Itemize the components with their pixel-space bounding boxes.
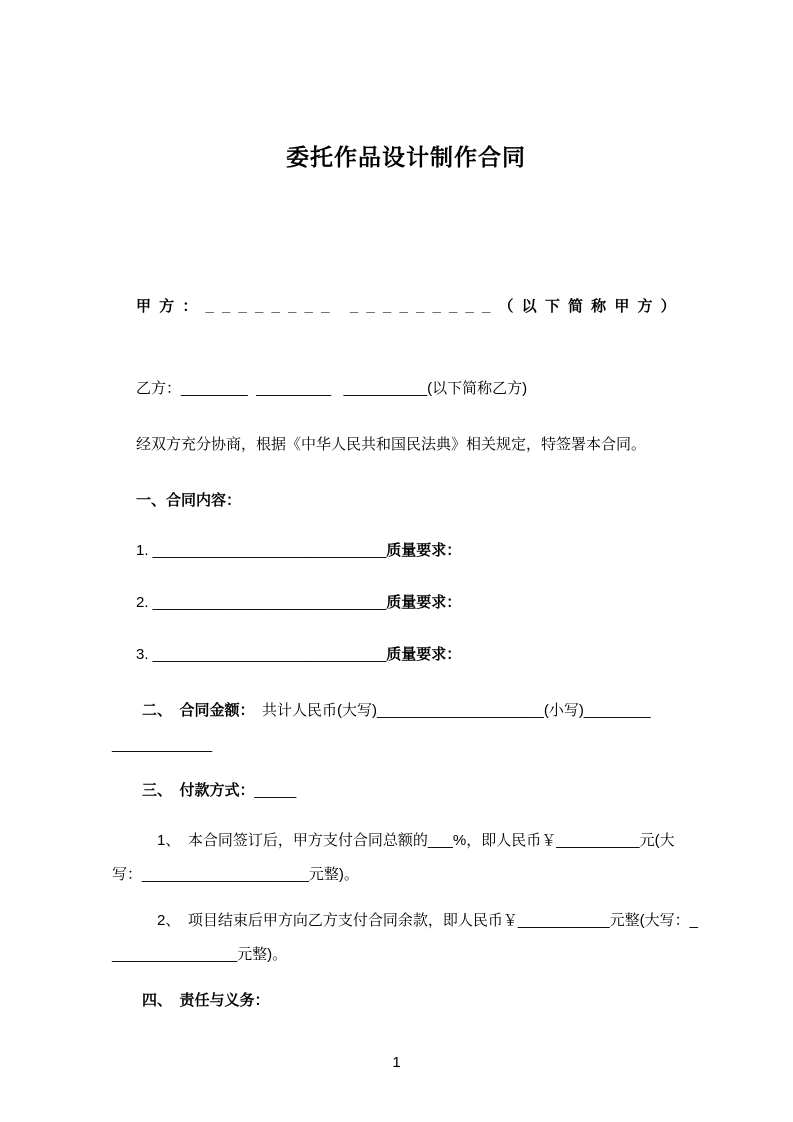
section-3-blank: _____	[254, 782, 297, 799]
contract-item-2	[112, 586, 700, 620]
section-3-payment	[112, 774, 700, 808]
contract-item-3	[112, 638, 700, 672]
section-2-amount-body: 共计人民币(大写)____________________(小写)________	[247, 702, 651, 719]
preamble-paragraph: 经双方充分协商，根据《中华人民共和国民法典》相关规定，特签署本合同。	[136, 436, 647, 453]
contract-item-3-blank: 3. ____________________________	[136, 646, 387, 663]
contract-item-1	[112, 534, 700, 568]
payment-clause-2: 2、 项目结束后甲方向乙方支付合同余款，即人民币￥___________元整(大写：________________元整)。	[112, 912, 698, 963]
quality-requirement-label: 质量要求：	[386, 542, 462, 559]
section-1-heading: 一、合同内容：	[136, 492, 242, 509]
section-2-amount-continuation: ____________	[112, 736, 213, 753]
quality-requirement-label: 质量要求：	[386, 646, 462, 663]
section-2-amount	[112, 694, 700, 762]
party-a-line: 甲 方 ： _ _ _ _ _ _ _ _ _ _ _ _ _ _ _ _ _ （ 以 下 简 称 甲 方 ）	[136, 298, 678, 315]
section-2-heading: 二、 合同金额：	[142, 702, 248, 719]
document-content	[112, 0, 700, 1018]
page-number: 1	[392, 1054, 401, 1071]
document-title: 委托作品设计制作合同	[286, 144, 526, 170]
contract-item-1-blank: 1. ____________________________	[136, 542, 387, 559]
section-4-heading: 四、 责任与义务：	[142, 992, 270, 1009]
party-b-line: 乙方：________ _________ __________(以下简称乙方)	[136, 380, 528, 397]
quality-requirement-label: 质量要求：	[386, 594, 462, 611]
contract-item-2-blank: 2. ____________________________	[136, 594, 387, 611]
section-3-heading: 三、 付款方式：	[142, 782, 255, 799]
payment-clause-1: 1、 本合同签订后，甲方支付合同总额的___%，即人民币￥__________元(大写：____________________元整)。	[112, 832, 675, 883]
